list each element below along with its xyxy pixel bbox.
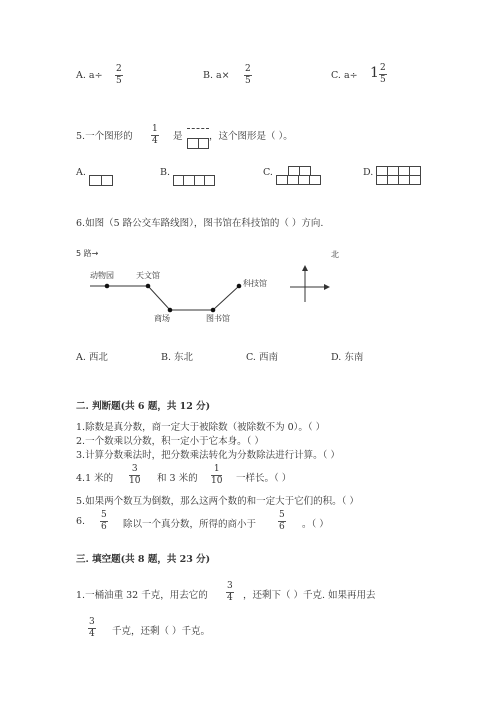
- fill-item-1-a: 1.一桶油重 32 千克，用去它的: [76, 590, 208, 601]
- tf-item-6-c: 。（ ）: [302, 519, 329, 530]
- fill-item-1-b: ，还剩下（ ）千克. 如果再用去: [243, 590, 376, 601]
- tf-item-4-fraction-1: $\frac{3}{10}$: [129, 464, 141, 486]
- q6-option-a: A. 西北: [76, 352, 108, 363]
- q6-question: 6.如图（5 路公交车路线图），图书馆在科技馆的（ ）方向.: [76, 218, 324, 229]
- stop-mall: 商场: [154, 314, 170, 323]
- q6-option-c: C. 西南: [246, 352, 278, 363]
- compass-north-arrow-icon: [302, 265, 308, 271]
- section3-title: 三. 填空题(共 8 题，共 23 分): [76, 554, 211, 565]
- q5-option-a-label: A.: [76, 167, 86, 178]
- tf-item-2: 2.一个数乘以分数，积一定小于它本身。（ ）: [76, 436, 264, 447]
- tf-item-4-a: 4.1 米的: [76, 473, 114, 484]
- fill-item-1-fraction-2: $\frac{3}{4}$: [89, 617, 95, 639]
- q5-prefix: 5.一个图形的: [76, 131, 133, 142]
- stop-library: 图书馆: [206, 314, 230, 323]
- stop-science-museum: 科技馆: [243, 279, 267, 288]
- q5-fraction: $\frac{1}{4}$: [152, 124, 158, 146]
- tf-item-6-a: 6.: [76, 516, 86, 527]
- north-label: 北: [331, 250, 339, 259]
- q5-option-c-label: C.: [263, 167, 273, 178]
- tf-item-6-b: 除以一个真分数，所得的商小于: [123, 519, 257, 530]
- fill-item-1-c: 千克，还剩（ ）千克。: [112, 626, 211, 637]
- stop-zoo-marker: [105, 284, 110, 289]
- section2-title: 二. 判断题(共 6 题，共 12 分): [76, 401, 211, 412]
- tf-item-6-fraction-1: $\frac{5}{6}$: [101, 510, 107, 532]
- tf-item-4-fraction-2: $\frac{1}{10}$: [211, 464, 223, 486]
- q4-option-c: C. a÷: [331, 70, 358, 81]
- q4-option-a: A. a÷: [76, 70, 103, 81]
- q5-option-b-label: B.: [160, 167, 171, 178]
- stop-library-marker: [211, 308, 216, 313]
- route-label: 5 路→: [76, 249, 99, 258]
- tf-item-3: 3.计算分数乘法时，把分数乘法转化为分数除法进行计算。（ ）: [76, 450, 340, 461]
- stop-zoo: 动物园: [90, 271, 114, 280]
- tf-item-4-c: 一样长。（ ）: [236, 473, 292, 484]
- stop-planetarium-marker: [146, 284, 151, 289]
- q5-mid: 是: [173, 131, 183, 142]
- q5-option-d-label: D.: [363, 167, 374, 178]
- stop-mall-marker: [168, 308, 173, 313]
- q6-option-b: B. 东北: [161, 352, 194, 363]
- q4-option-b: B. a×: [203, 70, 230, 81]
- stop-planetarium: 天文馆: [136, 271, 160, 280]
- tf-item-5: 5.如果两个数互为倒数，那么这两个数的和一定大于它们的积。（ ）: [76, 496, 359, 507]
- tf-item-1: 1.除数是真分数，商一定大于被除数（被除数不为 0）。（ ）: [76, 422, 326, 433]
- compass-east-arrow-icon: [324, 284, 330, 290]
- q4-option-a-fraction: $\frac{2}{5}$: [116, 64, 122, 86]
- fill-item-1-fraction-1: $\frac{3}{4}$: [227, 581, 233, 603]
- tf-item-6-fraction-2: $\frac{5}{6}$: [279, 510, 285, 532]
- q6-option-d: D. 东南: [331, 352, 364, 363]
- stop-science-museum-marker: [237, 284, 242, 289]
- route-line: [90, 286, 239, 310]
- q4-option-b-fraction: $\frac{2}{5}$: [245, 64, 251, 86]
- tf-item-4-b: 和 3 米的: [157, 473, 198, 484]
- q5-suffix: ，这个图形是（ ）。: [209, 131, 293, 142]
